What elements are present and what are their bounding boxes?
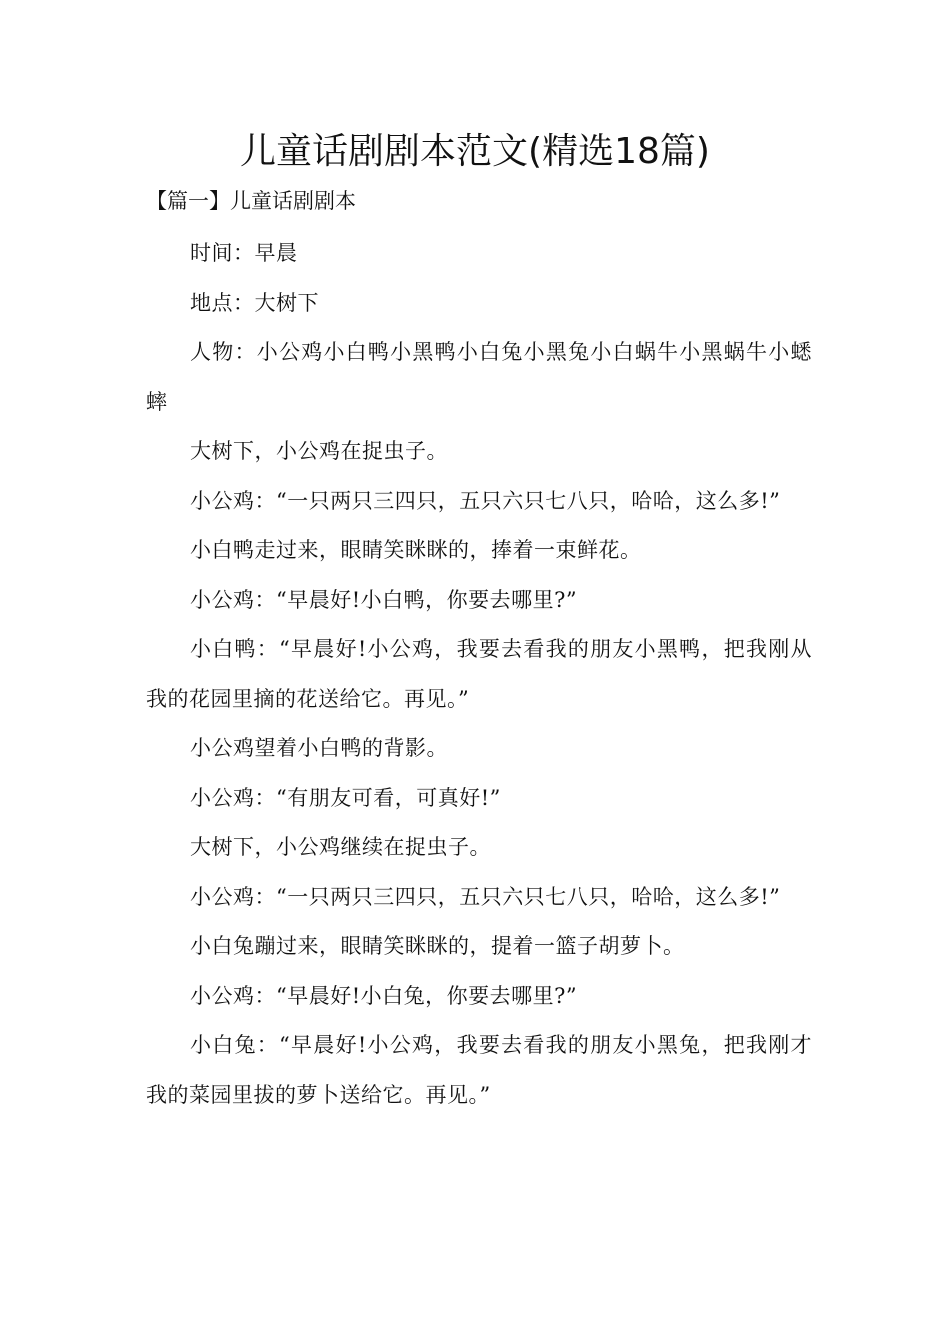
paragraph: 小公鸡望着小白鸭的背影。 — [190, 736, 448, 760]
paragraph: 时间：早晨 — [190, 241, 298, 265]
paragraph: 小白兔蹦过来，眼睛笑眯眯的，提着一篮子胡萝卜。 — [190, 934, 685, 958]
paragraph: 大树下，小公鸡在捉虫子。 — [190, 439, 448, 463]
paragraph: 小公鸡：“一只两只三四只，五只六只七八只，哈哈，这么多!” — [190, 488, 781, 513]
paragraph: 地点：大树下 — [190, 290, 319, 315]
paragraph: 小公鸡：“早晨好!小白鸭，你要去哪里?” — [190, 587, 578, 612]
paragraph: 小公鸡：“一只两只三四只，五只六只七八只，哈哈，这么多!” — [190, 884, 781, 909]
paragraph: 人物：小公鸡小白鸭小黑鸭小白兔小黑兔小白蜗牛小黑蜗牛小蟋蟀 — [146, 340, 812, 414]
paragraph: 大树下，小公鸡继续在捉虫子。 — [190, 835, 491, 859]
paragraph: 小白兔：“早晨好!小公鸡，我要去看我的朋友小黑兔，把我刚才我的菜园里拔的萝卜送给它。再见。” — [146, 1033, 812, 1107]
paragraph: 小白鸭走过来，眼睛笑眯眯的，捧着一束鲜花。 — [190, 538, 642, 562]
document-body — [146, 229, 812, 1120]
paragraph: 小公鸡：“有朋友可看，可真好!” — [190, 785, 501, 810]
paragraph: 小白鸭：“早晨好!小公鸡，我要去看我的朋友小黑鸭，把我刚从我的花园里摘的花送给它。再见。” — [146, 637, 812, 711]
section-heading: 【篇一】儿童话剧剧本 — [146, 189, 356, 213]
paragraph: 小公鸡：“早晨好!小白兔，你要去哪里?” — [190, 983, 578, 1008]
document-title: 儿童话剧剧本范文(精选18篇) — [240, 131, 710, 172]
